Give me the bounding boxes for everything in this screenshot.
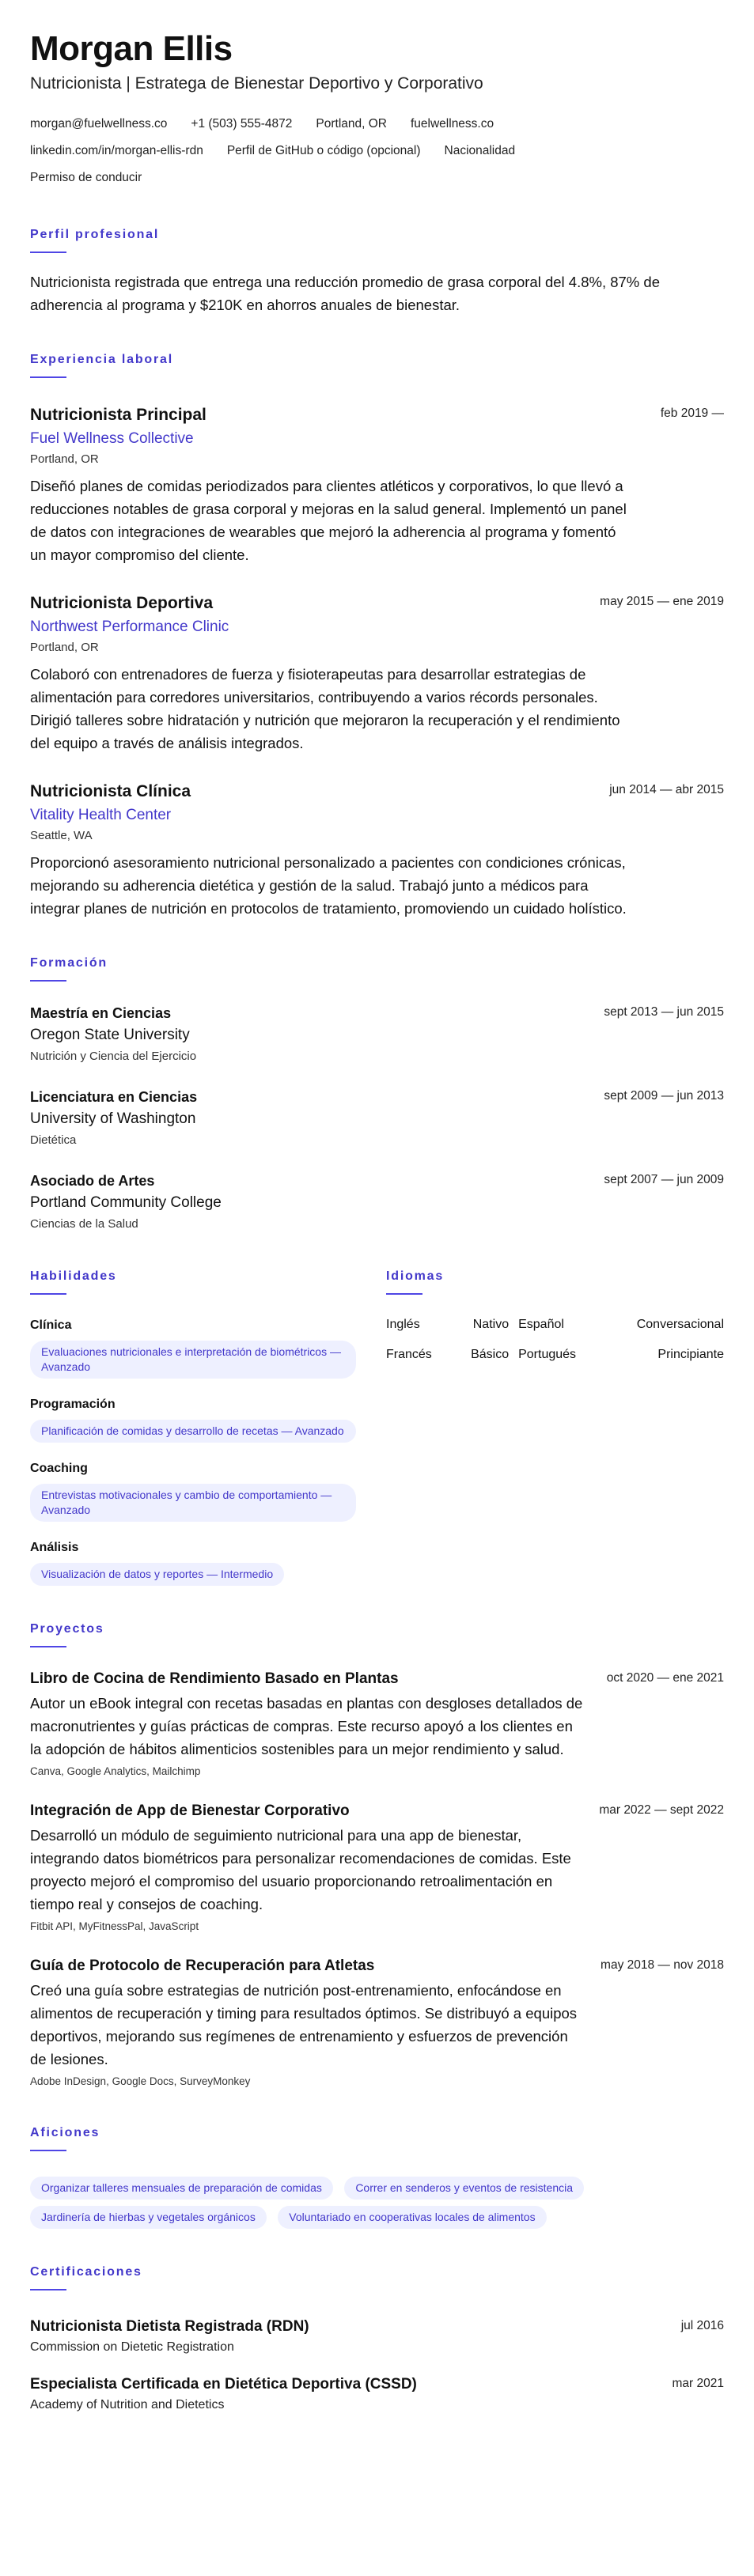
project-description: Desarrolló un módulo de seguimiento nutricional para una app de bienestar, integrando datos biométricos para personalizar recomendaciones de comidas. Este proyecto mejoró el compromiso del usuario proporcionando retroalimentación en tiempo real y consejos de coaching. (30, 1827, 571, 1912)
language-name: Inglés (386, 1318, 420, 1331)
skill-category: Programación (30, 1398, 116, 1411)
education-entry (30, 1171, 724, 1233)
profile-summary: Nutricionista registrada que entrega una reducción promedio de grasa corporal del 4.8%, 87% de adherencia al programa y $210K en ahorros anuales de bienestar. (30, 274, 660, 313)
contact-phone[interactable]: +1 (503) 555-4872 (191, 117, 293, 131)
project-title: Guía de Protocolo de Recuperación para Atletas (30, 1958, 375, 1974)
certification-entry (30, 2375, 724, 2414)
hobby-pill: Correr en senderos y eventos de resistencia (344, 2177, 584, 2200)
education-field: Nutrición y Ciencia del Ejercicio (30, 1050, 197, 1063)
contact-list (30, 111, 631, 191)
section-divider (386, 1293, 422, 1295)
hobby-pill: Organizar talleres mensuales de preparación de comidas (30, 2177, 333, 2200)
section-divider (30, 1646, 66, 1647)
skill-pill: Evaluaciones nutricionales e interpretación de biométricos — Avanzado (30, 1341, 356, 1379)
skill-pill: Visualización de datos y reportes — Intermedio (30, 1563, 284, 1586)
job-location: Portland, OR (30, 641, 99, 654)
contact-linkedin[interactable]: linkedin.com/in/morgan-ellis-rdn (30, 144, 203, 157)
section-title-hobbies: Aficiones (30, 2126, 100, 2139)
section-title-skills: Habilidades (30, 1269, 117, 1283)
job-title: Nutricionista Principal (30, 406, 206, 424)
skills-languages-row (30, 1269, 724, 1586)
job-date: may 2015 — ene 2019 (600, 595, 724, 608)
section-title-experience: Experiencia laboral (30, 353, 173, 366)
education-school: University of Washington (30, 1110, 196, 1127)
section-title-projects: Proyectos (30, 1622, 104, 1636)
skill-category: Coaching (30, 1462, 88, 1475)
section-title-languages: Idiomas (386, 1269, 445, 1283)
certification-date: mar 2021 (672, 2377, 724, 2390)
project-tech: Canva, Google Analytics, Mailchimp (30, 1765, 201, 1777)
section-divider (30, 2289, 66, 2290)
section-divider (30, 1293, 66, 1295)
job-entry (30, 781, 724, 920)
section-divider (30, 252, 66, 253)
hobbies-list (30, 2170, 631, 2229)
hobby-pill: Voluntariado en cooperativas locales de alimentos (278, 2206, 546, 2229)
language-level: Conversacional (636, 1318, 724, 1331)
experience-section (30, 353, 724, 920)
project-tech: Fitbit API, MyFitnessPal, JavaScript (30, 1920, 199, 1932)
certification-title: Nutricionista Dietista Registrada (RDN) (30, 2318, 309, 2335)
languages-table (386, 1317, 724, 1377)
job-date: jun 2014 — abr 2015 (609, 783, 724, 796)
education-school: Portland Community College (30, 1194, 222, 1211)
section-title-education: Formación (30, 956, 108, 970)
project-date: oct 2020 — ene 2021 (606, 1671, 724, 1685)
job-title: Nutricionista Clínica (30, 782, 191, 800)
projects-section (30, 1622, 724, 2090)
candidate-subtitle: Nutricionista | Estratega de Bienestar Deportivo y Corporativo (30, 74, 483, 93)
job-company: Vitality Health Center (30, 807, 172, 823)
project-entry (30, 1802, 724, 1935)
job-description: Colaboró con entrenadores de fuerza y fisioterapeutas para desarrollar estrategias de alimentación para corredores universitarios, contribuyendo a varios récords personales. Dirigió talleres sobre hidratación y nutrición que mejoraron la recuperación y el rendimiento del equipo a través de análisis integrados. (30, 666, 620, 751)
section-divider (30, 980, 66, 982)
languages-section (386, 1269, 724, 1586)
language-level: Principiante (657, 1348, 724, 1361)
project-tech: Adobe InDesign, Google Docs, SurveyMonkey (30, 2075, 251, 2087)
job-title: Nutricionista Deportiva (30, 594, 214, 612)
education-date: sept 2013 — jun 2015 (604, 1005, 724, 1019)
job-description: Diseñó planes de comidas periodizados para clientes atléticos y corporativos, lo que llevó a reducciones notables de grasa corporal y mejoras en la salud general. Implementó un panel de datos con integraciones de wearables que mejoró la adherencia al programa y fomentó un mayor compromiso del cliente. (30, 478, 627, 563)
education-degree: Maestría en Ciencias (30, 1005, 172, 1021)
education-entry (30, 1088, 724, 1149)
skills-section (30, 1269, 356, 1586)
project-date: may 2018 — nov 2018 (601, 1958, 724, 1972)
language-row (386, 1347, 724, 1377)
hobby-pill: Jardinería de hierbas y vegetales orgánicos (30, 2206, 267, 2229)
candidate-name: Morgan Ellis (30, 29, 233, 68)
project-description: Creó una guía sobre estrategias de nutrición post-entrenamiento, enfocándose en alimentos de recuperación y timing para resultados óptimos. Se distribuyó a equipos deportivos, mejorando sus regímenes de entrenamiento y esfuerzos de prevención de lesiones. (30, 1982, 578, 2067)
hobbies-section (30, 2126, 724, 2229)
contact-email[interactable]: morgan@fuelwellness.co (30, 117, 168, 131)
job-entry (30, 593, 724, 755)
skill-pill: Entrevistas motivacionales y cambio de comportamiento — Avanzado (30, 1484, 356, 1522)
job-company: Fuel Wellness Collective (30, 430, 194, 447)
profile-section (30, 228, 724, 316)
certification-title: Especialista Certificada en Dietética Deportiva (CSSD) (30, 2376, 417, 2393)
education-field: Dietética (30, 1133, 77, 1147)
contact-website[interactable]: fuelwellness.co (411, 117, 494, 131)
language-level: Básico (471, 1348, 510, 1361)
job-date: feb 2019 — (660, 407, 724, 420)
education-degree: Licenciatura en Ciencias (30, 1089, 198, 1105)
skill-pill: Planificación de comidas y desarrollo de recetas — Avanzado (30, 1420, 356, 1443)
certifications-section (30, 2265, 724, 2414)
section-title-certifications: Certificaciones (30, 2265, 142, 2279)
language-name: Francés (386, 1348, 432, 1361)
education-entry (30, 1004, 724, 1065)
education-date: sept 2009 — jun 2013 (604, 1089, 724, 1103)
project-title: Libro de Cocina de Rendimiento Basado en Plantas (30, 1670, 399, 1687)
education-date: sept 2007 — jun 2009 (604, 1173, 724, 1186)
project-date: mar 2022 — sept 2022 (599, 1803, 724, 1817)
job-company: Northwest Performance Clinic (30, 618, 229, 635)
certification-org: Commission on Dietetic Registration (30, 2340, 234, 2354)
section-divider (30, 376, 66, 378)
language-name: Español (518, 1318, 564, 1331)
contact-nationality: Nacionalidad (444, 144, 516, 157)
contact-github[interactable]: Perfil de GitHub o código (opcional) (226, 144, 421, 157)
job-description: Proporcionó asesoramiento nutricional personalizado a pacientes con condiciones crónicas, mejorando su adherencia dietética y gestión de la salud. Trabajó junto a médicos para integrar planes de nutrición en protocolos de tratamiento, promoviendo un cuidado holístico. (30, 854, 627, 917)
job-location: Portland, OR (30, 452, 99, 466)
project-description: Autor un eBook integral con recetas basadas en plantas con desgloses detallados de macronutrientes y guías prácticas de compras. Este recurso apoyó a los clientes en la adopción de hábitos alimenticios sostenibles para un mejor rendimiento y salud. (30, 1695, 583, 1757)
job-entry (30, 405, 724, 566)
certification-entry (30, 2317, 724, 2356)
section-divider (30, 2150, 66, 2151)
project-entry (30, 1957, 724, 2090)
education-school: Oregon State University (30, 1027, 190, 1043)
contact-location: Portland, OR (316, 117, 387, 131)
language-row (386, 1317, 724, 1347)
job-location: Seattle, WA (30, 829, 93, 842)
section-title-profile: Perfil profesional (30, 228, 160, 241)
skill-category: Clínica (30, 1318, 72, 1332)
language-name: Portugués (518, 1348, 577, 1361)
certification-org: Academy of Nutrition and Dietetics (30, 2398, 225, 2411)
project-title: Integración de App de Bienestar Corporativo (30, 1802, 350, 1819)
education-section (30, 956, 724, 1233)
contact-driving-license: Permiso de conducir (30, 171, 142, 184)
project-entry (30, 1670, 724, 1780)
skill-category: Análisis (30, 1541, 79, 1554)
certification-date: jul 2016 (680, 2319, 724, 2332)
language-level: Nativo (472, 1318, 510, 1331)
education-degree: Asociado de Artes (30, 1173, 155, 1189)
education-field: Ciencias de la Salud (30, 1217, 138, 1231)
